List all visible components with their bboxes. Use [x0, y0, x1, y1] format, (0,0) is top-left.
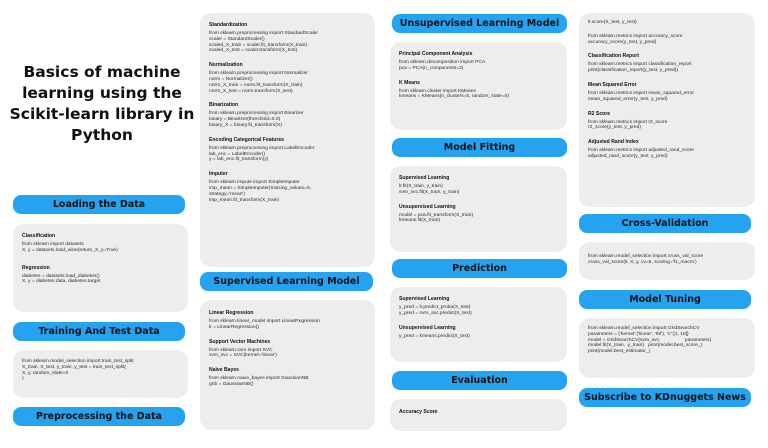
- subheading: Mean Squared Error: [588, 81, 637, 88]
- card-fitting: [390, 166, 567, 252]
- subheading: Naive Bayes: [209, 367, 240, 374]
- subheading: Unsupervised Learning: [399, 324, 456, 331]
- card-training: [13, 350, 188, 398]
- subheading: Linear Regression: [209, 310, 254, 316]
- code-snippet: from sklearn.metrics import classification_report print(classification_report(y_test, y_pred)): [588, 62, 692, 74]
- code-snippet: from sklearn.metrics import accuracy_score accuracy_score(y_test, y_pred): [588, 33, 683, 45]
- code-snippet: model = pca.fit_transform(X_train) kmeans.fit(X_train): [399, 212, 474, 224]
- code-snippet: from sklearn.preprocessing import Binarizer binary = Binarizer(threshold=0.0) binary_X = binary.fit_transform(X): [209, 111, 304, 128]
- code-snippet: y_pred = kmeans.predict(X_test): [399, 333, 470, 339]
- subheading: Imputer: [209, 171, 228, 178]
- card-supervised: [200, 300, 375, 430]
- subheading: Encoding Categorical Features: [209, 136, 285, 143]
- code-snippet: from sklearn.cluster import KMeans kmeans = KMeans(n_clusters=5, random_state=0): [399, 88, 509, 100]
- subscribe-banner[interactable]: Subscribe to KDnuggets News: [579, 388, 751, 407]
- code-snippet: from sklearn.metrics import adjusted_rand_score adjusted_rand_score(y_test, y_pred): [588, 148, 695, 159]
- card-cross-validation: [579, 242, 755, 280]
- card-evaluation: [390, 399, 567, 431]
- code-snippet: from sklearn.naive_bayes import GaussianNB gnb = GaussianNB(): [209, 376, 309, 387]
- subheading: Binarization: [209, 102, 239, 109]
- code-snippet: from sklearn.preprocessing import StandardScaler scaler = StandardScaler() scaled_X_train = scaler.fit_transform(X_train) scaled_X_test = scaler.transform(X_test): [209, 31, 319, 54]
- section-header-prediction: Prediction: [392, 259, 567, 278]
- code-snippet: from sklearn.preprocessing import LabelEncoder lab_enc = LabelEncoder() y = lab_enc.fit_transform(y): [209, 145, 315, 163]
- subheading: Supervised Learning: [399, 296, 450, 302]
- code-snippet: from sklearn.linear_model import LinearRegression lr = LinearRegression(): [209, 319, 320, 330]
- code-snippet: lr.fit(X_train, y_train) svm_svc.fit(X_train, y_train): [399, 184, 460, 195]
- code-snippet: from sklearn.svm import SVC svm_svc = SVC(kernel='linear'): [209, 347, 277, 359]
- section-header-training: Training And Test Data: [13, 322, 185, 341]
- code-snippet: from sklearn.decomposition import PCA pca = PCA(n_components=2): [399, 60, 486, 71]
- subheading: Accuracy Score: [399, 409, 438, 415]
- code-snippet: from sklearn.metrics import r2_score r2_score(y_test, y_pred): [588, 119, 668, 131]
- subheading: Adjusted Rand Index: [588, 139, 639, 146]
- code-snippet: diabetes = datasets.load_diabetes() X, y = diabetes.data, diabetes.target: [22, 273, 101, 285]
- subheading: Regression: [22, 264, 50, 271]
- card-preprocessing: [200, 13, 375, 267]
- subheading: Unsupervised Learning: [399, 203, 456, 210]
- section-header-unsupervised: Unsupervised Learning Model: [392, 14, 567, 33]
- subheading: Support Vector Machines: [209, 338, 271, 345]
- code-snippet: from sklearn import datasets X, y = datasets.load_wine(return_X_y=True): [22, 242, 118, 253]
- code-snippet: from sklearn.model_selection import GridSearchCV parameters = {'kernel':('linear', 'rbf'), 'C':[1, 10]} model = GridSearchCV(svm_svc, parameters) model.fit(X_train, y_train) print(model.best_score_) print(model.best_estimator_): [588, 326, 712, 355]
- section-header-preprocessing: Preprocessing the Data: [13, 407, 185, 426]
- section-header-evaluation: Evaluation: [392, 371, 567, 390]
- code-snippet: y_pred = lr.predict_proba(X_test) y_pred = svm_svc.predict(X_test): [399, 305, 472, 316]
- section-header-fitting: Model Fitting: [392, 138, 567, 157]
- section-header-cross-validation: Cross-Validation: [579, 214, 751, 233]
- card-evaluation-continued: [579, 13, 755, 207]
- code-snippet: lr.score(X_test, y_test): [588, 20, 637, 25]
- subheading: R2 Score: [588, 110, 611, 117]
- section-header-model-tuning: Model Tuning: [579, 290, 751, 309]
- card-model-tuning: [579, 318, 755, 378]
- section-header-supervised: Supervised Learning Model: [200, 272, 373, 291]
- code-snippet: from sklearn.model_selection import cross_val_score cross_val_score(lr, X, y, cv=5, scoring='f1_macro'): [588, 254, 704, 265]
- code-snippet: from sklearn.metrics import mean_squared_error mean_squared_error(y_test, y_pred): [588, 90, 695, 102]
- subheading: Supervised Learning: [399, 175, 450, 181]
- subheading: Normalization: [209, 62, 243, 69]
- card-prediction: [390, 287, 567, 362]
- subheading: Classification Report: [588, 53, 639, 60]
- card-unsupervised: [390, 42, 567, 130]
- subheading: Classification: [22, 233, 56, 239]
- page-title: Basics of machine learning using the Scikit-learn library in Python: [9, 63, 195, 144]
- subheading: Standardization: [209, 22, 248, 28]
- code-snippet: from sklearn.preprocessing import Normalizer norm = Normalizer() norm_X_train = norm.fit_transform(X_train) norm_X_test = norm.transform(X_test): [209, 71, 308, 94]
- section-header-loading: Loading the Data: [13, 195, 185, 214]
- subheading: Principal Component Analysis: [399, 51, 473, 57]
- code-snippet: from sklearn.impute import SimpleImputer imp_mean = SimpleImputer(missing_values=0, strategy='mean') imp_mean.fit_transform(X_train): [209, 180, 311, 203]
- subheading: K Means: [399, 79, 420, 86]
- code-snippet: from sklearn.model_selection import train_test_split X_train, X_test, y_train, y_test = train_test_split( X, y, random_state=0 ): [22, 359, 134, 382]
- card-loading: [13, 224, 188, 312]
